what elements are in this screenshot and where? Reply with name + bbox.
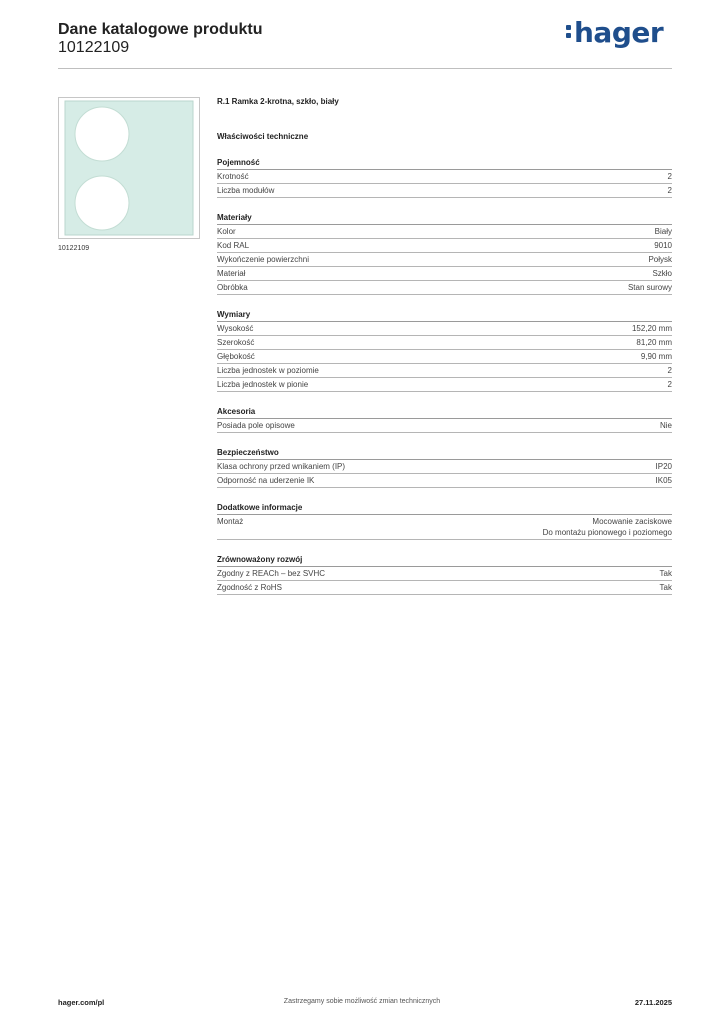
spec-content bbox=[217, 96, 672, 595]
spec-row bbox=[217, 350, 672, 364]
spec-label: Zgodny z REACh – bez SVHC bbox=[217, 569, 326, 578]
spec-row bbox=[217, 460, 672, 474]
spec-row bbox=[217, 364, 672, 378]
spec-value-text: IP20 bbox=[655, 462, 672, 471]
section-title: Wymiary bbox=[217, 309, 672, 322]
logo-text: hager bbox=[574, 16, 664, 49]
spec-row bbox=[217, 225, 672, 239]
spec-value bbox=[668, 171, 672, 182]
spec-value bbox=[641, 351, 672, 362]
spec-label: Wysokość bbox=[217, 324, 254, 333]
spec-value-text: 152,20 mm bbox=[631, 324, 672, 333]
tech-heading: Właściwości techniczne bbox=[217, 132, 309, 141]
spec-value bbox=[668, 185, 672, 196]
spec-label: Zgodność z RoHS bbox=[217, 583, 282, 592]
spec-value-text: Nie bbox=[659, 421, 672, 430]
section-title: Zrównoważony rozwój bbox=[217, 554, 672, 567]
spec-value bbox=[655, 226, 672, 237]
spec-value bbox=[668, 365, 672, 376]
spec-value bbox=[656, 461, 672, 472]
spec-value-text: Połysk bbox=[648, 255, 672, 264]
footer-disclaimer: Zastrzegamy sobie możliwość zmian technicznych bbox=[283, 998, 441, 1005]
spec-value bbox=[654, 240, 672, 251]
spec-label: Liczba jednostek w poziomie bbox=[217, 366, 319, 375]
spec-value-text: 9010 bbox=[654, 241, 672, 250]
spec-label: Odporność na uderzenie IK bbox=[217, 476, 315, 485]
spec-label: Obróbka bbox=[217, 283, 248, 292]
spec-value-text: Do montażu pionowego i poziomego bbox=[542, 528, 672, 537]
logo-mark-icon bbox=[566, 22, 571, 40]
spec-value-text: 81,20 mm bbox=[636, 338, 672, 347]
spec-value bbox=[656, 475, 672, 486]
spec-row bbox=[217, 267, 672, 281]
spec-value bbox=[632, 323, 672, 334]
spec-value-text: Tak bbox=[659, 583, 672, 592]
spec-value-text: 2 bbox=[667, 366, 672, 375]
double-frame-image bbox=[59, 98, 199, 238]
spec-value-text: 2 bbox=[667, 186, 672, 195]
spec-row bbox=[217, 281, 672, 295]
spec-label: Kod RAL bbox=[217, 241, 250, 250]
spec-row bbox=[217, 322, 672, 336]
spec-row bbox=[217, 239, 672, 253]
spec-value-text: Mocowanie zaciskowe bbox=[592, 517, 672, 526]
spec-label: Szerokość bbox=[217, 338, 255, 347]
spec-value bbox=[648, 254, 672, 265]
footer-date: 27.11.2025 bbox=[634, 998, 672, 1007]
spec-section bbox=[217, 212, 672, 295]
spec-section bbox=[217, 406, 672, 433]
spec-section bbox=[217, 554, 672, 595]
spec-label: Materiał bbox=[217, 269, 246, 278]
spec-value-text: 2 bbox=[667, 172, 672, 181]
spec-label: Głębokość bbox=[217, 352, 255, 361]
spec-value-text: 9,90 mm bbox=[640, 352, 672, 361]
spec-value bbox=[636, 337, 672, 348]
spec-value bbox=[660, 568, 672, 579]
spec-value bbox=[543, 516, 672, 538]
page-title: Dane katalogowe produktu bbox=[58, 21, 263, 38]
product-image bbox=[58, 97, 200, 239]
header-divider bbox=[58, 68, 672, 69]
product-name: R.1 Ramka 2-krotna, szkło, biały bbox=[217, 97, 339, 106]
spec-label: Liczba modułów bbox=[217, 186, 275, 195]
spec-label: Klasa ochrony przed wnikaniem (IP) bbox=[217, 462, 346, 471]
spec-row bbox=[217, 474, 672, 488]
spec-value-text: 2 bbox=[667, 380, 672, 389]
spec-label: Montaż bbox=[217, 517, 244, 526]
spec-row bbox=[217, 184, 672, 198]
spec-value bbox=[660, 420, 672, 431]
spec-label: Wykończenie powierzchni bbox=[217, 255, 309, 264]
spec-row bbox=[217, 170, 672, 184]
spec-value-text: Szkło bbox=[652, 269, 672, 278]
hager-logo bbox=[566, 16, 663, 49]
spec-row bbox=[217, 378, 672, 392]
spec-value-text: Tak bbox=[659, 569, 672, 578]
spec-section bbox=[217, 502, 672, 540]
spec-label: Liczba jednostek w pionie bbox=[217, 380, 309, 389]
spec-row bbox=[217, 419, 672, 433]
spec-value bbox=[668, 379, 672, 390]
section-title: Akcesoria bbox=[217, 406, 672, 419]
section-title: Dodatkowe informacje bbox=[217, 502, 672, 515]
spec-section bbox=[217, 157, 672, 198]
spec-row bbox=[217, 515, 672, 540]
spec-label: Krotność bbox=[217, 172, 249, 181]
spec-label: Posiada pole opisowe bbox=[217, 421, 295, 430]
spec-row bbox=[217, 581, 672, 595]
spec-value bbox=[660, 582, 672, 593]
spec-value bbox=[652, 268, 672, 279]
spec-row bbox=[217, 336, 672, 350]
spec-label: Kolor bbox=[217, 227, 236, 236]
section-title: Pojemność bbox=[217, 157, 672, 170]
footer-website: hager.com/pl bbox=[58, 998, 105, 1007]
spec-sections bbox=[217, 157, 672, 595]
spec-row bbox=[217, 567, 672, 581]
spec-section bbox=[217, 309, 672, 392]
image-caption: 10122109 bbox=[58, 245, 90, 252]
spec-value-text: Biały bbox=[654, 227, 672, 236]
spec-section bbox=[217, 447, 672, 488]
spec-row bbox=[217, 253, 672, 267]
product-code: 10122109 bbox=[58, 39, 130, 56]
spec-value-text: IK05 bbox=[655, 476, 672, 485]
section-title: Materiały bbox=[217, 212, 672, 225]
section-title: Bezpieczeństwo bbox=[217, 447, 672, 460]
spec-value-text: Stan surowy bbox=[627, 283, 672, 292]
spec-value bbox=[628, 282, 672, 293]
